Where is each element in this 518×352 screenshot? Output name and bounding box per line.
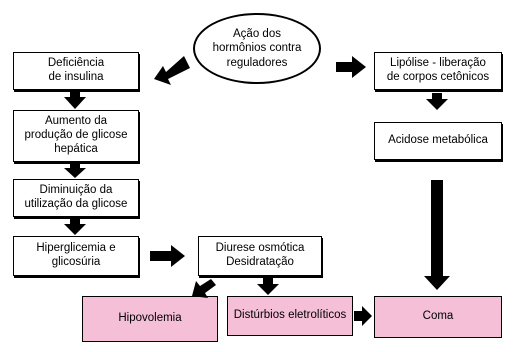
node-insulin-deficiency: Deficiência de insulina — [13, 52, 139, 90]
arrow-utilization-to-hyperglycemia — [64, 219, 86, 235]
arrow-lipolysis-to-acidosis — [426, 93, 448, 110]
node-lipolysis: Lipólise - liberação de corpos cetônicos — [374, 52, 502, 90]
node-hyperglycemia: Hiperglicemia e glicosúria — [13, 236, 139, 276]
node-glucose-utilization: Diminuição da utilização da glicose — [13, 179, 139, 217]
arrow-diuresis-to-hypovolemia — [192, 279, 216, 298]
node-metabolic-acidosis: Acidose metabólica — [374, 122, 502, 160]
arrow-insulin-to-production — [64, 92, 86, 109]
node-electrolyte-disturbances: Distúrbios eletrolíticos — [227, 296, 353, 336]
node-hormones: Ação dos hormônios contra reguladores — [193, 13, 321, 84]
node-osmotic-diuresis: Diurese osmótica Desidratação — [198, 236, 322, 276]
arrow-hyperglycemia-to-diuresis — [150, 245, 185, 267]
arrow-production-to-utilization — [64, 164, 86, 178]
node-coma: Coma — [374, 296, 502, 338]
node-glucose-production: Aumento da produção de glicose hepática — [13, 110, 139, 162]
arrow-diuresis-to-electrolytes — [257, 278, 279, 295]
node-hypovolemia: Hipovolemia — [82, 296, 218, 342]
arrow-electrolytes-to-coma — [354, 306, 372, 326]
arrow-acidosis-to-coma — [424, 180, 450, 290]
arrow-hormones-to-insulin — [154, 56, 190, 85]
arrow-hormones-to-lipolysis — [336, 56, 366, 78]
